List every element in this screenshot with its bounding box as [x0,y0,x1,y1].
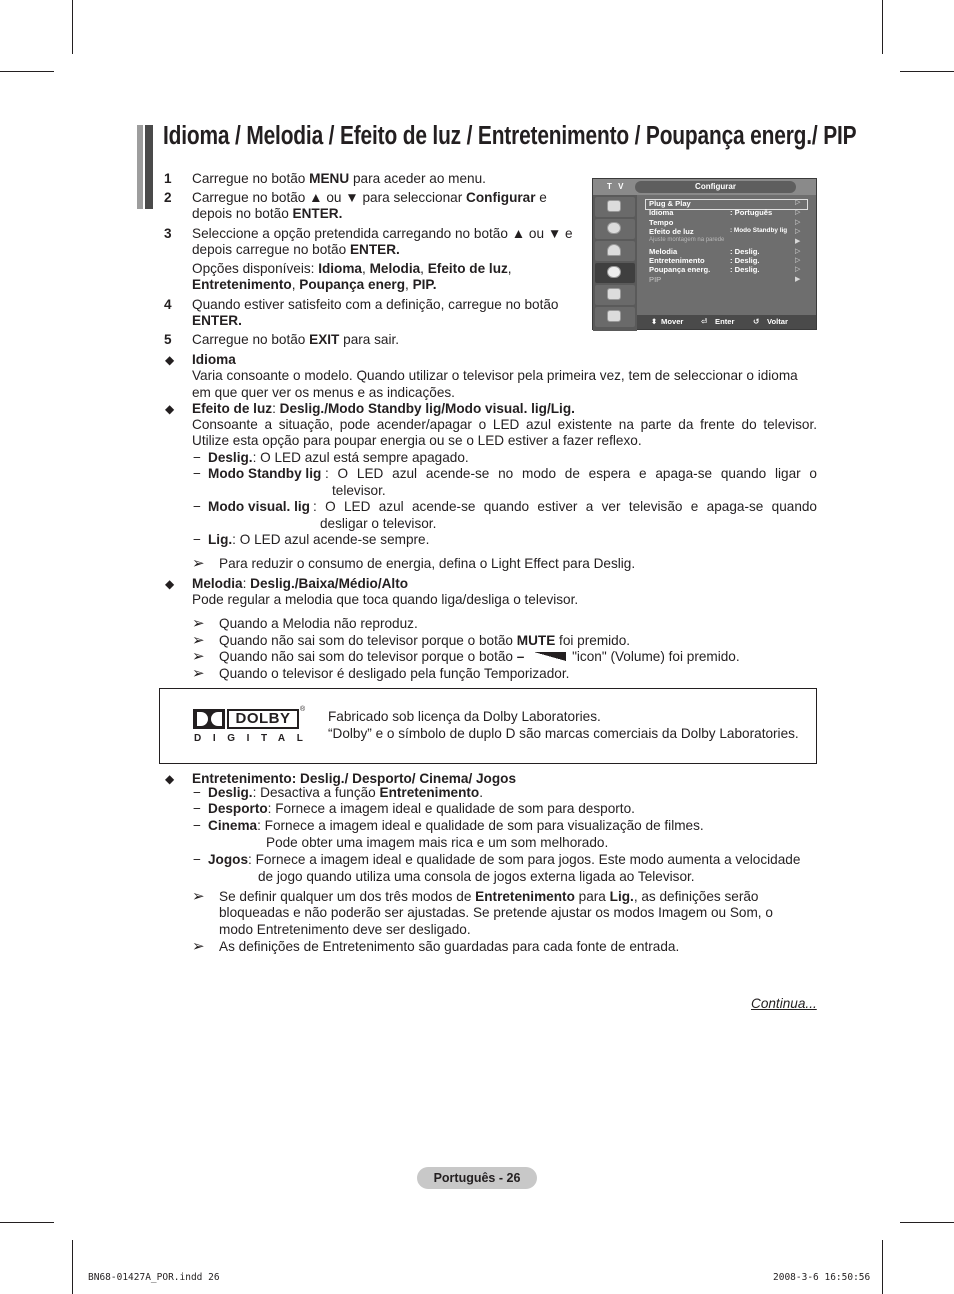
option-desc: Pode obter uma imagem mais rica e um som melhorado. [266,835,609,850]
crop-mark [0,71,54,72]
option-desc: : O LED azul acende-se no modo de espera e apaga-se quando ligar o [325,466,817,481]
step-number: 5 [164,332,172,347]
step-text: depois no botão ENTER. [192,206,343,221]
menu-row: Ajuste montagem na parede [649,237,725,243]
body-text: em que quer ver os menus e as indicações. [192,385,455,400]
option-item: Modo visual. lig [208,499,310,514]
options-line: Entretenimento, Poupança energ, PIP. [192,277,437,292]
note-text: Para reduzir o consumo de energia, defina o Light Effect para Deslig. [219,556,636,571]
menu-sidebar [593,195,637,331]
crop-mark [0,1222,54,1223]
step-text: depois carregue no botão ENTER. [192,242,400,257]
chevron-right-icon: ▷ [795,266,801,273]
chevron-right-icon: ▷ [795,228,801,235]
crop-mark [900,71,954,72]
note-text: Quando a Melodia não reproduz. [219,616,418,631]
option-item: Desporto: Fornece a imagem ideal e qualidade de som para desporto. [208,801,635,816]
return-icon: ↺ [753,317,760,326]
crop-mark [900,1222,954,1223]
chevron-right-icon: ▷ [795,199,801,206]
continue-link[interactable]: Continua... [751,996,817,1011]
dolby-license-box [159,688,817,764]
move-label: Mover [661,317,684,326]
option-desc: televisor. [332,483,386,498]
option-item: Deslig.: Desactiva a função Entretenimento. [208,785,484,800]
crop-mark [882,1240,883,1294]
note-arrow-icon: ➢ [192,615,205,632]
option-item: Cinema: Fornece a imagem ideal e qualidade de som para visualização de filmes. [208,818,704,833]
section-heading: Melodia: Deslig./Baixa/Médio/Alto [192,576,409,591]
note-text: modo Entretenimento deve ser desligado. [219,922,471,937]
tv-label: T V [607,182,626,191]
chevron-right-icon: ▷ [795,219,801,226]
chevron-right-icon: ▷ [795,248,801,255]
note-arrow-icon: ➢ [192,555,205,572]
body-text: Pode regular a melodia que toca quando liga/desliga o televisor. [192,592,579,607]
body-text: Utilize esta opção para poupar energia ou se o LED estiver a fazer reflexo. [192,433,642,448]
crop-mark [72,0,73,54]
step-number: 2 [164,190,172,205]
note-text: Quando não sai som do televisor porque o botão MUTE foi premido. [219,633,631,648]
chevron-right-icon: ▶ [795,238,801,245]
enter-label: Enter [715,317,735,326]
option-desc: desligar o televisor. [320,516,437,531]
options-line: Opções disponíveis: Idioma, Melodia, Efeito de luz, [192,261,512,276]
sound-icon [595,219,635,239]
step-text: Carregue no botão ▲ ou ▼ para seleccionar Configurar e [192,190,547,205]
note-arrow-icon: ➢ [192,632,205,649]
menu-value: : Deslig. [730,256,760,265]
dash: − [193,466,201,481]
input-icon [595,285,635,305]
dolby-logo-digital: DIGITAL [194,733,315,744]
diamond-bullet-icon: ◆ [165,353,175,367]
crop-mark [72,1240,73,1294]
option-desc: de jogo quando utiliza uma consola de jogos externa ligada ao Televisor. [258,869,695,884]
chevron-right-icon: ▷ [795,209,801,216]
step-number: 3 [164,226,172,241]
step-text: Seleccione a opção pretendida carregando no botão ▲ ou ▼ e [192,226,573,241]
step-text: Carregue no botão MENU para aceder ao menu. [192,171,486,186]
step-number: 1 [164,171,172,186]
step-text: Carregue no botão EXIT para sair. [192,332,400,347]
menu-value: : Modo Standby lig [730,227,788,234]
step-number: 4 [164,297,172,312]
dolby-double-d-logo [193,709,225,729]
return-label: Voltar [767,317,788,326]
menu-value: : Deslig. [730,247,760,256]
menu-row: Melodia [649,247,678,256]
body-text: Varia consoante o modelo. Quando utilizar o televisor pela primeira vez, tem de seleccionar o idioma [192,368,798,383]
menu-row: PIP [649,275,662,284]
menu-row: Tempo [649,218,674,227]
dash: − [193,785,201,800]
dolby-logo-word: DOLBY [227,709,299,729]
digital-icon [595,307,635,327]
note-arrow-icon: ➢ [192,938,205,955]
enter-icon: ⏎ [701,317,708,326]
menu-footer [637,315,816,329]
date-slug: 2008-3-6 16:50:56 [773,1272,871,1283]
note-text: Quando o televisor é desligado pela função Temporizador. [219,666,570,681]
menu-row: Plug & Play [649,199,691,208]
option-item: Deslig.: O LED azul está sempre apagado. [208,450,469,465]
menu-value: : Português [730,208,773,217]
diamond-bullet-icon: ◆ [165,772,175,786]
registered-mark: ® [300,706,306,713]
setup-gear-icon [595,263,635,283]
volume-icon [534,652,566,661]
menu-header: Configurar [635,181,796,193]
dolby-text: “Dolby” e o símbolo de duplo D são marcas comerciais da Dolby Laboratories. [328,726,799,741]
dash: − [193,818,201,833]
option-item: Modo Standby lig [208,466,322,481]
note-arrow-icon: ➢ [192,665,205,682]
picture-icon [595,197,635,217]
menu-row: Idioma [649,208,674,217]
page-title: Idioma / Melodia / Efeito de luz / Entretenimento / Poupança energ./ PIP [163,122,857,150]
dash: − [193,801,201,816]
menu-row: Poupança energ. [649,265,711,274]
menu-row: Entretenimento [649,256,705,265]
option-item: Lig.: O LED azul acende-se sempre. [208,532,430,547]
note-text: As definições de Entretenimento são guardadas para cada fonte de entrada. [219,939,680,954]
section-heading: Efeito de luz: Deslig./Modo Standby lig/Modo visual. lig/Lig. [192,401,575,416]
note-text: Quando não sai som do televisor porque o botão – "icon" (Volume) foi premido. [219,649,740,664]
note-text: bloqueadas e não poderão ser ajustadas. Se pretende ajustar os modos Imagem ou Som, o [219,905,773,920]
note-text: Se definir qualquer um dos três modos de Entretenimento para Lig., as definições serão [219,889,759,904]
option-desc: : O LED azul acende-se quando estiver a ver televisão e apaga-se quando [313,499,817,514]
section-heading: Idioma [192,352,236,367]
dash: − [193,450,201,465]
channel-icon [595,241,635,261]
diamond-bullet-icon: ◆ [165,577,175,591]
diamond-bullet-icon: ◆ [165,402,175,416]
dolby-text: Fabricado sob licença da Dolby Laboratories. [328,709,601,724]
dash: − [193,532,201,547]
dash: − [193,499,201,514]
crop-mark [882,0,883,54]
chevron-right-icon: ▷ [795,257,801,264]
menu-row: Efeito de luz [649,227,694,236]
note-arrow-icon: ➢ [192,888,205,905]
file-slug: BN68-01427A_POR.indd 26 [88,1272,220,1283]
tv-menu-screen [592,178,817,330]
dash: − [193,852,201,867]
body-text: Consoante a situação, pode acender/apagar o LED azul existente na parte da frente do televisor. [192,417,817,432]
title-decoration [137,125,153,209]
note-arrow-icon: ➢ [192,648,205,665]
chevron-right-icon: ▶ [795,276,801,283]
move-icon: ⬍ [651,317,658,326]
section-heading: Entretenimento: Deslig./ Desporto/ Cinema/ Jogos [192,771,517,786]
page-number-badge: Português - 26 [417,1167,537,1189]
option-item: Jogos: Fornece a imagem ideal e qualidade de som para jogos. Este modo aumenta a velocidade [208,852,801,867]
menu-value: : Deslig. [730,265,760,274]
step-text: Quando estiver satisfeito com a definição, carregue no botão [192,297,559,312]
step-text: ENTER. [192,313,242,328]
